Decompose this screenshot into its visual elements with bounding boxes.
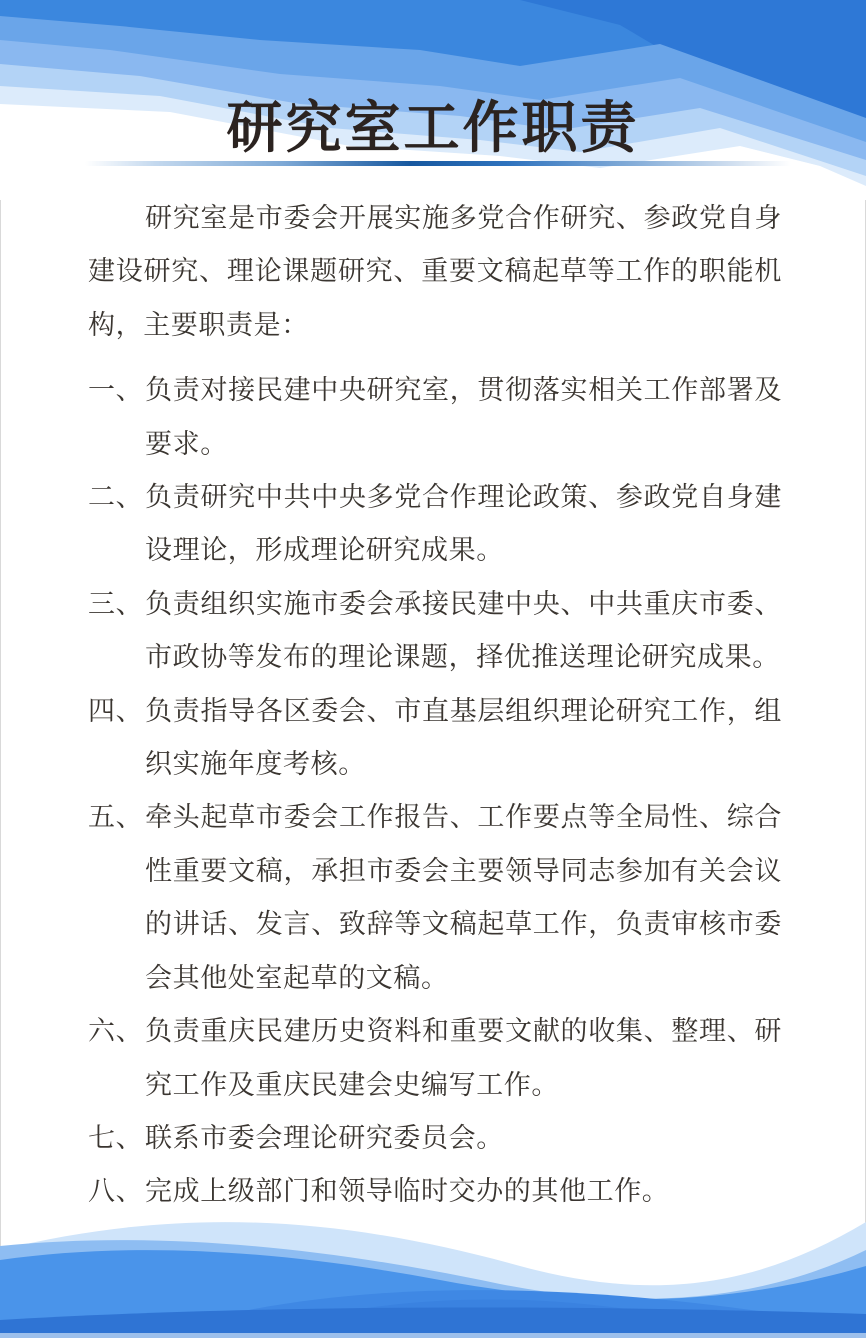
duty-list — [88, 364, 782, 1219]
duty-item — [88, 578, 782, 685]
duty-item — [88, 364, 782, 471]
duty-text: 联系市委会理论研究委员会。 — [145, 1122, 504, 1153]
duty-text: 完成上级部门和领导临时交办的其他工作。 — [145, 1176, 670, 1207]
duty-number: 六、 — [88, 1016, 144, 1047]
duty-text: 负责重庆民建历史资料和重要文献的收集、整理、研究工作及重庆民建会史编写工作。 — [145, 1016, 782, 1100]
duty-number: 一、 — [88, 375, 144, 406]
footer-wave-decoration — [0, 1188, 866, 1338]
duty-number: 二、 — [88, 482, 144, 513]
duty-number: 四、 — [88, 695, 144, 726]
intro-paragraph: 研究室是市委会开展实施多党合作研究、参政党自身建设研究、理论课题研究、重要文稿起草等工作的职能机构，主要职责是： — [88, 203, 782, 340]
duty-item — [88, 471, 782, 578]
duty-text: 负责研究中共中央多党合作理论政策、参政党自身建设理论，形成理论研究成果。 — [145, 482, 782, 566]
duty-text: 牵头起草市委会工作报告、工作要点等全局性、综合性重要文稿，承担市委会主要领导同志参加有关会议的讲话、发言、致辞等文稿起草工作，负责审核市委会其他处室起草的文稿。 — [145, 802, 782, 993]
duty-item — [88, 791, 782, 1005]
duty-item — [88, 1112, 782, 1165]
page-title: 研究室工作职责 — [226, 96, 640, 159]
main-content — [88, 192, 782, 1219]
duty-text: 负责对接民建中央研究室，贯彻落实相关工作部署及要求。 — [145, 375, 782, 459]
duty-number: 八、 — [88, 1176, 144, 1207]
duty-number: 五、 — [88, 802, 144, 833]
duty-number: 七、 — [88, 1122, 144, 1153]
duty-text: 负责指导各区委会、市直基层组织理论研究工作，组织实施年度考核。 — [145, 695, 782, 780]
duty-text: 负责组织实施市委会承接民建中央、中共重庆市委、市政协等发布的理论课题，择优推送理论研究成果。 — [145, 588, 782, 673]
duty-number: 三、 — [88, 588, 144, 619]
duty-item — [88, 685, 782, 792]
duty-item — [88, 1005, 782, 1112]
title-underline-divider — [85, 161, 791, 166]
